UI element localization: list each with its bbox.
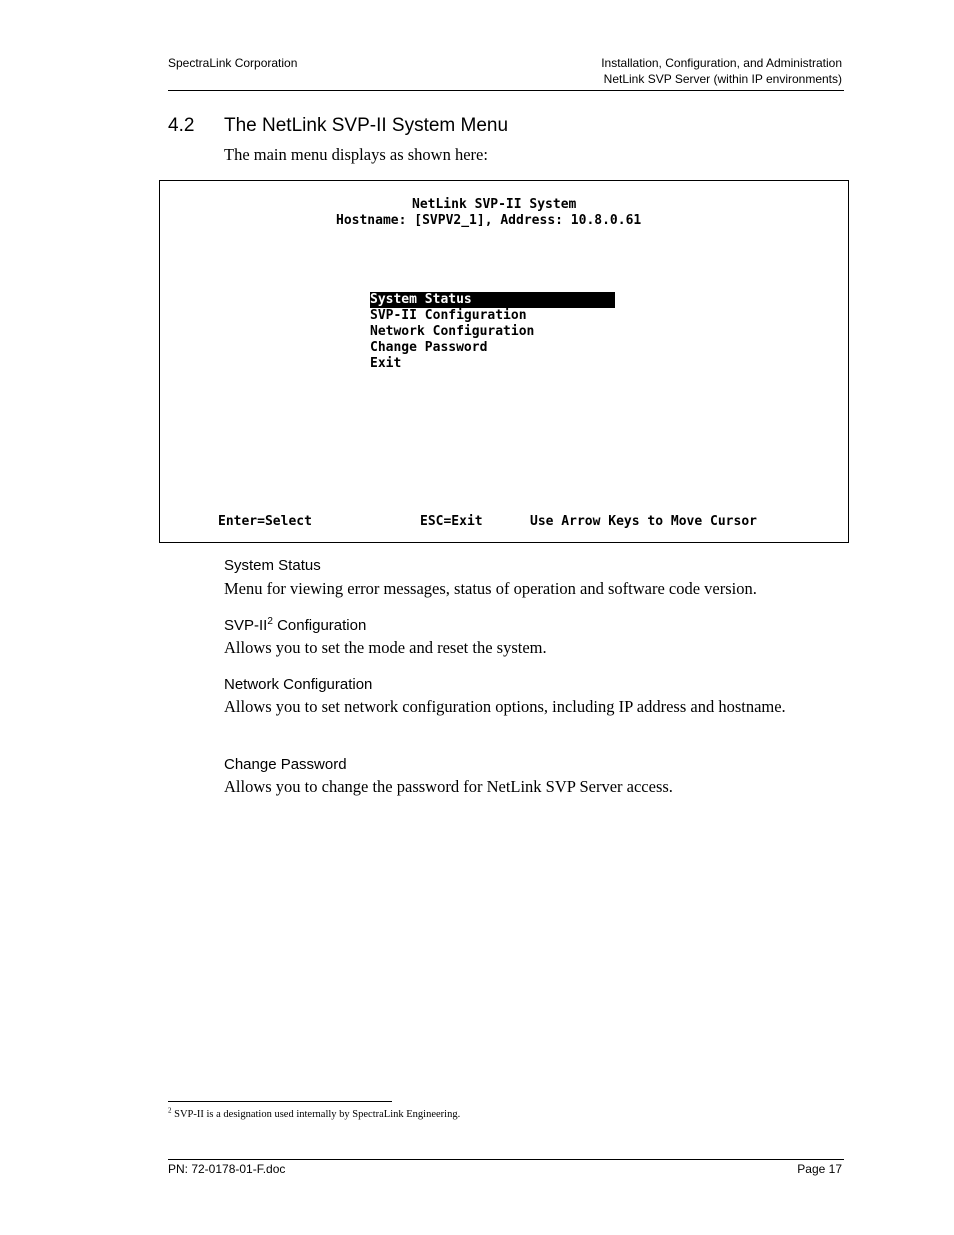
desc-heading-network-configuration: Network Configuration — [224, 676, 373, 693]
section-intro: The main menu displays as shown here: — [224, 145, 488, 164]
desc-text-network-configuration: Allows you to set network configuration options, including IP address and hostname. — [224, 697, 786, 716]
header-doc-title-line1: Installation, Configuration, and Administration — [601, 56, 842, 70]
menu-item-change-password[interactable]: Change Password — [370, 340, 488, 355]
footer-rule — [168, 1159, 844, 1160]
footnote-marker: 2 — [168, 1106, 172, 1115]
footer-page-number: Page 17 — [797, 1162, 842, 1176]
header-company: SpectraLink Corporation — [168, 56, 298, 70]
menu-item-network-configuration[interactable]: Network Configuration — [370, 324, 535, 339]
desc-heading-change-password: Change Password — [224, 756, 347, 773]
desc-heading-svp-suffix: Configuration — [272, 617, 367, 634]
desc-heading-system-status: System Status — [224, 557, 321, 574]
footnote-text: SVP-II is a designation used internally by SpectraLink Engineering. — [171, 1109, 461, 1120]
footnote-reference: 2 — [267, 616, 273, 627]
desc-text-svp-configuration: Allows you to set the mode and reset the system. — [224, 638, 547, 657]
desc-heading-svp-prefix: SVP-II — [224, 617, 268, 634]
desc-text-change-password: Allows you to change the password for NetLink SVP Server access. — [224, 777, 673, 796]
footer-part-number: PN: 72-0178-01-F.doc — [168, 1162, 286, 1176]
desc-heading-svp-configuration — [224, 617, 366, 634]
terminal-hint-enter: Enter=Select — [218, 514, 312, 529]
terminal-title: NetLink SVP-II System — [412, 197, 577, 212]
terminal-hint-arrows: Use Arrow Keys to Move Cursor — [530, 514, 757, 529]
footnote — [168, 1106, 461, 1120]
header-doc-title — [601, 55, 842, 87]
footnote-rule — [168, 1101, 392, 1102]
section-number: 4.2 — [168, 115, 195, 136]
terminal-hostname-line: Hostname: [SVPV2_1], Address: 10.8.0.61 — [336, 213, 642, 228]
header-rule — [168, 90, 844, 91]
section-title: The NetLink SVP-II System Menu — [224, 115, 509, 136]
desc-text-system-status: Menu for viewing error messages, status of operation and software code version. — [224, 579, 757, 598]
header-doc-title-line2: NetLink SVP Server (within IP environments) — [603, 72, 842, 86]
terminal-screen — [159, 180, 849, 543]
menu-item-system-status[interactable]: System Status — [370, 292, 615, 308]
terminal-hint-esc: ESC=Exit — [420, 514, 483, 529]
terminal-menu — [370, 292, 615, 372]
menu-item-exit[interactable]: Exit — [370, 356, 402, 371]
menu-item-svp-ii-configuration[interactable]: SVP-II Configuration — [370, 308, 527, 323]
